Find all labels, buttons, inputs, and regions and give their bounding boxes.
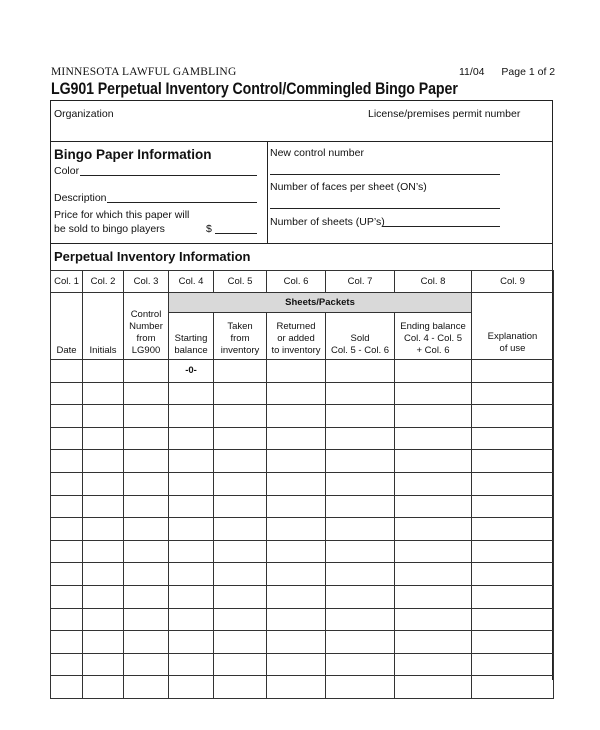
table-cell[interactable]: [169, 540, 214, 563]
table-cell[interactable]: [169, 608, 214, 631]
header-date: [51, 293, 83, 360]
table-cell[interactable]: [326, 405, 395, 428]
table-cell[interactable]: [395, 585, 472, 608]
col-number: Col. 3: [124, 271, 169, 293]
table-cell[interactable]: [472, 427, 554, 450]
description-field[interactable]: [107, 202, 257, 203]
header-line: to inventory: [271, 345, 321, 356]
table-row: [51, 427, 554, 450]
table-cell[interactable]: [472, 518, 554, 541]
table-cell[interactable]: [267, 653, 326, 676]
price-label-line2: be sold to bingo players: [54, 223, 165, 235]
table-cell[interactable]: [51, 631, 83, 654]
table-cell[interactable]: [51, 585, 83, 608]
table-cell[interactable]: [214, 427, 267, 450]
table-cell[interactable]: [51, 382, 83, 405]
table-cell[interactable]: [51, 472, 83, 495]
table-cell[interactable]: [472, 405, 554, 428]
table-cell[interactable]: [267, 631, 326, 654]
table-cell[interactable]: [214, 450, 267, 473]
col-number: Col. 5: [214, 271, 267, 293]
table-cell[interactable]: [395, 450, 472, 473]
new-control-label: New control number: [270, 147, 364, 159]
table-cell[interactable]: [472, 472, 554, 495]
table-cell[interactable]: [395, 382, 472, 405]
header-line: Returned: [276, 321, 316, 332]
table-cell[interactable]: [326, 495, 395, 518]
col-number: Col. 4: [169, 271, 214, 293]
table-cell[interactable]: [472, 676, 554, 699]
table-cell[interactable]: [169, 518, 214, 541]
table-cell[interactable]: [267, 360, 326, 383]
table-cell[interactable]: [326, 382, 395, 405]
header-line: Col. 4 - Col. 5: [403, 333, 463, 344]
faces-field[interactable]: [270, 208, 500, 209]
table-row: [51, 472, 554, 495]
table-cell[interactable]: [214, 676, 267, 699]
header-line: balance: [174, 345, 208, 356]
sheets-field[interactable]: [382, 226, 500, 227]
agency-name: MINNESOTA LAWFUL GAMBLING: [51, 66, 237, 78]
table-cell[interactable]: [395, 518, 472, 541]
table-cell[interactable]: [169, 472, 214, 495]
table-cell[interactable]: [326, 540, 395, 563]
table-cell[interactable]: [83, 676, 124, 699]
table-cell[interactable]: [214, 382, 267, 405]
table-cell[interactable]: [214, 518, 267, 541]
table-cell[interactable]: [395, 608, 472, 631]
table-cell[interactable]: [169, 563, 214, 586]
table-row: [51, 653, 554, 676]
table-cell[interactable]: [267, 540, 326, 563]
header-line: Number: [129, 321, 163, 332]
table-cell[interactable]: [472, 563, 554, 586]
table-cell[interactable]: [326, 472, 395, 495]
table-cell[interactable]: [267, 382, 326, 405]
table-cell[interactable]: [214, 563, 267, 586]
col-number: Col. 6: [267, 271, 326, 293]
table-cell[interactable]: [83, 360, 124, 383]
table-cell[interactable]: [326, 631, 395, 654]
table-cell[interactable]: [83, 653, 124, 676]
table-cell[interactable]: [326, 427, 395, 450]
sheets-label: Number of sheets (UP’s): [270, 216, 385, 228]
table-cell[interactable]: [83, 450, 124, 473]
table-cell[interactable]: [214, 405, 267, 428]
table-cell[interactable]: [472, 631, 554, 654]
revision-date: 11/04: [459, 66, 485, 78]
price-field[interactable]: [215, 233, 257, 234]
table-cell[interactable]: [395, 653, 472, 676]
organization-label: Organization: [54, 108, 114, 120]
table-cell[interactable]: [83, 585, 124, 608]
table-cell[interactable]: [83, 563, 124, 586]
table-cell[interactable]: [124, 427, 169, 450]
header-line: from: [230, 333, 250, 344]
table-cell[interactable]: [169, 450, 214, 473]
table-cell[interactable]: [51, 518, 83, 541]
table-cell[interactable]: [395, 427, 472, 450]
table-cell[interactable]: [51, 608, 83, 631]
color-field[interactable]: [80, 175, 257, 176]
header-line: Col. 5 - Col. 6: [330, 345, 390, 356]
table-cell[interactable]: [472, 360, 554, 383]
table-cell[interactable]: [326, 563, 395, 586]
table-cell[interactable]: [124, 450, 169, 473]
divider: [50, 141, 553, 142]
inventory-table: [50, 270, 554, 699]
divider: [267, 141, 268, 243]
table-row: [51, 495, 554, 518]
table-cell[interactable]: [267, 472, 326, 495]
table-cell[interactable]: [267, 405, 326, 428]
table-row: [51, 563, 554, 586]
sheets-packets-header: Sheets/Packets: [169, 293, 472, 313]
header-line: Sold: [350, 333, 370, 344]
table-cell[interactable]: [169, 495, 214, 518]
header-returned: [267, 313, 326, 360]
starting-balance-zero[interactable]: -0-: [169, 360, 214, 383]
table-cell[interactable]: [214, 608, 267, 631]
header-line: from: [136, 333, 156, 344]
dollar-sign: $: [206, 223, 212, 235]
table-cell[interactable]: [395, 405, 472, 428]
license-label: License/premises permit number: [368, 108, 521, 120]
price-label-line1: Price for which this paper will: [54, 209, 190, 221]
header-line: Starting: [174, 333, 208, 344]
table-cell[interactable]: [472, 540, 554, 563]
header-initials: [83, 293, 124, 360]
color-label: Color: [54, 165, 80, 177]
table-cell[interactable]: [267, 518, 326, 541]
table-cell[interactable]: [214, 540, 267, 563]
col-number: Col. 8: [395, 271, 472, 293]
header-line: LG900: [131, 345, 161, 356]
table-cell[interactable]: [214, 585, 267, 608]
table-cell[interactable]: [124, 495, 169, 518]
table-cell[interactable]: [472, 653, 554, 676]
table-cell[interactable]: [472, 450, 554, 473]
table-cell[interactable]: [83, 382, 124, 405]
divider: [50, 243, 553, 244]
table-cell[interactable]: [214, 631, 267, 654]
table-cell[interactable]: [51, 360, 83, 383]
table-cell[interactable]: [124, 653, 169, 676]
table-row: [51, 360, 554, 383]
header-line: Explanation: [487, 331, 538, 342]
table-cell[interactable]: [267, 495, 326, 518]
header-explanation: [472, 293, 554, 360]
description-label: Description: [54, 192, 107, 204]
page-number: Page 1 of 2: [501, 66, 556, 78]
table-cell[interactable]: [395, 540, 472, 563]
table-cell[interactable]: [395, 472, 472, 495]
table-cell[interactable]: [124, 676, 169, 699]
table-cell[interactable]: [395, 631, 472, 654]
table-cell[interactable]: [124, 563, 169, 586]
col-number: Col. 9: [472, 271, 554, 293]
header-control-number: [124, 293, 169, 360]
table-cell[interactable]: [169, 585, 214, 608]
table-cell[interactable]: [267, 608, 326, 631]
table-cell[interactable]: [214, 472, 267, 495]
table-cell[interactable]: [83, 405, 124, 428]
table-cell[interactable]: [326, 676, 395, 699]
table-cell[interactable]: [267, 585, 326, 608]
table-cell[interactable]: [83, 427, 124, 450]
table-cell[interactable]: [395, 563, 472, 586]
table-row: [51, 540, 554, 563]
header-line: Date: [56, 345, 77, 356]
table-cell[interactable]: [326, 450, 395, 473]
table-cell[interactable]: [51, 427, 83, 450]
new-control-field[interactable]: [270, 174, 500, 175]
table-cell[interactable]: [83, 631, 124, 654]
header-line: Taken: [227, 321, 253, 332]
table-cell[interactable]: [51, 495, 83, 518]
form-title: LG901 Perpetual Inventory Control/Commingled Bingo Paper: [51, 80, 458, 98]
table-cell[interactable]: [124, 405, 169, 428]
table-cell[interactable]: [124, 585, 169, 608]
table-row: [51, 382, 554, 405]
header-ending-balance: [395, 313, 472, 360]
col-number: Col. 2: [83, 271, 124, 293]
table-cell[interactable]: [214, 495, 267, 518]
table-cell[interactable]: [472, 585, 554, 608]
table-cell[interactable]: [326, 608, 395, 631]
table-cell[interactable]: [83, 540, 124, 563]
table-row: [51, 608, 554, 631]
table-cell[interactable]: [124, 360, 169, 383]
header-line: of use: [499, 343, 526, 354]
header-line: Ending balance: [400, 321, 466, 332]
table-cell[interactable]: [124, 382, 169, 405]
header-line: + Col. 6: [416, 345, 450, 356]
table-cell[interactable]: [124, 631, 169, 654]
table-cell[interactable]: [267, 676, 326, 699]
table-row: [51, 631, 554, 654]
header-line: Control: [130, 309, 162, 320]
header-starting-balance: [169, 313, 214, 360]
header-line: or added: [277, 333, 315, 344]
table-cell[interactable]: [326, 360, 395, 383]
table-cell[interactable]: [326, 653, 395, 676]
table-cell[interactable]: [472, 608, 554, 631]
column-number-row: [51, 271, 554, 293]
table-cell[interactable]: [169, 427, 214, 450]
table-row: [51, 585, 554, 608]
table-cell[interactable]: [472, 382, 554, 405]
table-cell[interactable]: [169, 382, 214, 405]
table-cell[interactable]: [51, 540, 83, 563]
table-cell[interactable]: [51, 653, 83, 676]
table-cell[interactable]: [214, 653, 267, 676]
table-cell[interactable]: [169, 631, 214, 654]
table-row: [51, 518, 554, 541]
table-cell[interactable]: [326, 518, 395, 541]
table-cell[interactable]: [267, 450, 326, 473]
table-row: [51, 676, 554, 699]
table-cell[interactable]: [124, 518, 169, 541]
header-line: inventory: [220, 345, 260, 356]
table-row: [51, 405, 554, 428]
table-cell[interactable]: [51, 450, 83, 473]
header-right: [459, 66, 555, 78]
table-cell[interactable]: [395, 676, 472, 699]
table-cell[interactable]: [169, 676, 214, 699]
table-cell[interactable]: [83, 495, 124, 518]
header-taken: [214, 313, 267, 360]
group-header-row: [51, 293, 554, 313]
table-cell[interactable]: [51, 563, 83, 586]
faces-label: Number of faces per sheet (ON’s): [270, 181, 427, 193]
table-cell[interactable]: [124, 472, 169, 495]
entry-rows: [51, 360, 554, 699]
header-line: Initials: [89, 345, 117, 356]
table-cell[interactable]: [267, 427, 326, 450]
table-cell[interactable]: [169, 653, 214, 676]
table-cell[interactable]: [124, 540, 169, 563]
bingo-info-heading: Bingo Paper Information: [54, 147, 212, 162]
table-cell[interactable]: [214, 360, 267, 383]
table-cell[interactable]: [83, 518, 124, 541]
table-cell[interactable]: [124, 608, 169, 631]
table-cell[interactable]: [267, 563, 326, 586]
col-number: Col. 1: [51, 271, 83, 293]
table-row: [51, 450, 554, 473]
table-cell[interactable]: [395, 360, 472, 383]
perpetual-heading: Perpetual Inventory Information: [54, 249, 251, 264]
table-cell[interactable]: [51, 676, 83, 699]
table-cell[interactable]: [395, 495, 472, 518]
table-cell[interactable]: [169, 405, 214, 428]
table-cell[interactable]: [326, 585, 395, 608]
table-cell[interactable]: [83, 472, 124, 495]
col-number: Col. 7: [326, 271, 395, 293]
table-cell[interactable]: [51, 405, 83, 428]
header-sold: [326, 313, 395, 360]
table-cell[interactable]: [472, 495, 554, 518]
table-cell[interactable]: [83, 608, 124, 631]
